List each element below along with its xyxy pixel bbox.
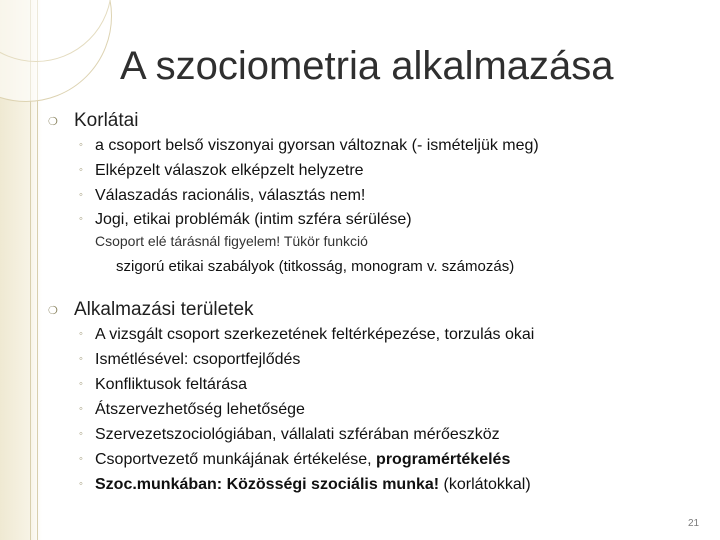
list-item <box>79 326 535 344</box>
section-heading-text: Alkalmazási területek <box>74 299 254 320</box>
section-heading-limitations <box>48 110 139 132</box>
page-number: 21 <box>688 518 700 529</box>
bullet-icon: ❍ <box>48 305 58 317</box>
list-item <box>79 187 366 205</box>
list-item-text: (korlátokkal) <box>439 476 531 493</box>
bullet-icon: ❍ <box>48 116 58 128</box>
list-item <box>79 162 364 180</box>
bullet-icon: ◦ <box>79 453 83 465</box>
list-item-text: Jogi, etikai problémák (intim szféra sérülése) <box>95 211 412 228</box>
list-item <box>79 451 511 469</box>
bullet-icon: ◦ <box>79 428 83 440</box>
note-ethics-rules: szigorú etikai szabályok (titkosság, monogram v. számozás) <box>116 258 515 275</box>
bullet-icon: ◦ <box>79 378 83 390</box>
list-item-bold-text: Szoc.munkában: Közösségi szociális munka! <box>95 476 440 493</box>
section-heading-applications <box>48 299 254 321</box>
bullet-icon: ◦ <box>79 328 83 340</box>
bullet-icon: ◦ <box>79 189 83 201</box>
list-item <box>79 211 412 229</box>
list-item <box>79 137 539 155</box>
list-item <box>79 476 531 494</box>
list-item <box>79 426 500 444</box>
list-item <box>79 351 301 369</box>
list-item-text: A vizsgált csoport szerkezetének feltérképezése, torzulás okai <box>95 326 535 343</box>
bullet-icon: ◦ <box>79 164 83 176</box>
bullet-icon: ◦ <box>79 139 83 151</box>
list-item-text: Átszervezhetőség lehetősége <box>95 401 305 418</box>
bullet-icon: ◦ <box>79 403 83 415</box>
list-item-text: Válaszadás racionális, választás nem! <box>95 187 366 204</box>
bullet-icon: ◦ <box>79 478 83 490</box>
bullet-icon: ◦ <box>79 213 83 225</box>
slide-title: A szociometria alkalmazása <box>120 44 614 88</box>
list-item-text: a csoport belső viszonyai gyorsan változnak (- ismételjük meg) <box>95 137 539 154</box>
note-mirror-function: Csoport elé tárásnál figyelem! Tükör funkció <box>95 233 368 249</box>
list-item-text: Ismétlésével: csoportfejlődés <box>95 351 301 368</box>
list-item-bold-text: programértékelés <box>376 451 511 468</box>
list-item <box>79 376 248 394</box>
section-heading-text: Korlátai <box>74 110 139 131</box>
bullet-icon: ◦ <box>79 353 83 365</box>
list-item-text: Elképzelt válaszok elképzelt helyzetre <box>95 162 364 179</box>
list-item <box>79 401 305 419</box>
list-item-text: Konfliktusok feltárása <box>95 376 248 393</box>
list-item-text: Szervezetszociológiában, vállalati szférában mérőeszköz <box>95 426 500 443</box>
list-item-text: Csoportvezető munkájának értékelése, <box>95 451 377 468</box>
